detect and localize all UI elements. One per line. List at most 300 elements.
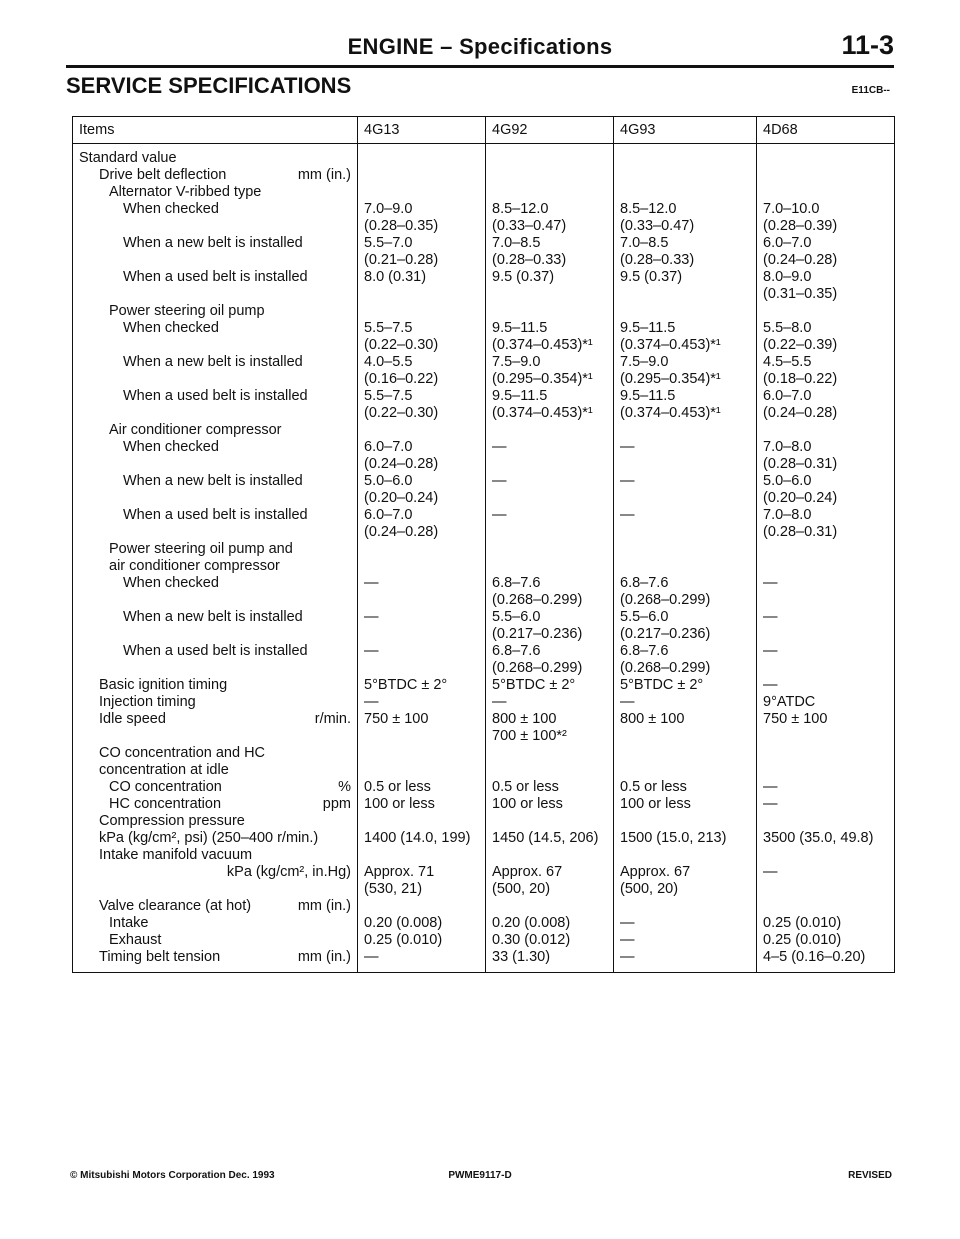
value-cell-4g92 [486, 541, 614, 558]
value-cell-4g92: 5°BTDC ± 2° [486, 677, 614, 694]
item-unit: kPa (kg/cm², in.Hg) [226, 864, 351, 880]
item-label: When checked [123, 201, 219, 217]
item-cell [73, 473, 358, 490]
item-cell [73, 694, 358, 711]
value-cell-4g93: 9.5 (0.37) [614, 269, 757, 286]
value-cell-4d68: 6.0–7.0 [763, 235, 812, 251]
value-cell-4g92 [486, 144, 614, 168]
item-label: Injection timing [99, 694, 196, 710]
value-cell-4d68: (0.31–0.35) [763, 286, 838, 302]
item-cell [73, 422, 358, 439]
value-cell-4g93: — [614, 932, 757, 949]
table-row [73, 473, 895, 490]
value-cell-4g92: 800 ± 100 [486, 711, 614, 728]
table-row [73, 167, 895, 184]
value-cell-4d68 [757, 167, 895, 184]
value-cell-4g93: (0.28–0.33) [614, 252, 757, 269]
item-label: air conditioner compressor [109, 558, 280, 574]
column-header-4d68: 4D68 [757, 117, 895, 144]
value-cell-4g93 [614, 144, 757, 168]
table-row [73, 830, 895, 847]
value-cell-4g13: 0.20 (0.008) [358, 915, 486, 932]
table-row [73, 677, 895, 694]
value-cell-4d68 [757, 626, 895, 643]
value-cell-4g92: 9.5–11.5 [486, 388, 614, 405]
value-cell-4g92 [486, 286, 614, 303]
item-cell [73, 144, 358, 168]
value-cell-4d68 [757, 558, 895, 575]
value-cell-4g92: 7.5–9.0 [486, 354, 614, 371]
section-title: SERVICE SPECIFICATIONS [66, 73, 352, 98]
table-row [73, 269, 895, 286]
table-row [73, 932, 895, 949]
item-cell [73, 728, 358, 745]
value-cell-4g92: (0.374–0.453)*¹ [486, 405, 614, 422]
item-cell [73, 813, 358, 830]
value-cell-4g92: — [486, 507, 614, 524]
item-cell [73, 218, 358, 235]
value-cell-4g13: 1400 (14.0, 199) [358, 830, 486, 847]
value-cell-4g93: 0.5 or less [614, 779, 757, 796]
value-cell-4g92: 100 or less [486, 796, 614, 813]
item-label: Timing belt tension [99, 949, 221, 965]
value-cell-4g93 [614, 422, 757, 439]
table-row [73, 235, 895, 252]
value-cell-4g92: 0.30 (0.012) [486, 932, 614, 949]
item-cell [73, 626, 358, 643]
table-row [73, 694, 895, 711]
table-row [73, 643, 895, 660]
value-cell-4g93: — [614, 949, 757, 973]
value-cell-4g93: (500, 20) [614, 881, 757, 898]
value-cell-4d68: (0.28–0.39) [763, 218, 838, 234]
value-cell-4g13: — [358, 575, 486, 592]
table-row [73, 558, 895, 575]
value-cell-4g13 [358, 813, 486, 830]
value-cell-4g93: (0.268–0.299) [614, 660, 757, 677]
value-cell-4g93: 7.5–9.0 [614, 354, 757, 371]
value-cell-4g13: — [358, 643, 486, 660]
value-cell-4g92 [486, 422, 614, 439]
value-cell-4g92 [486, 847, 614, 864]
value-cell-4g93: (0.374–0.453)*¹ [614, 337, 757, 354]
value-cell-4g93 [614, 847, 757, 864]
value-cell-4g93: 6.8–7.6 [614, 575, 757, 592]
value-cell-4g13 [358, 144, 486, 168]
footer-revised-label: REVISED [848, 1170, 892, 1181]
item-label: When checked [123, 439, 219, 455]
value-cell-4d68: 7.0–8.0 [763, 439, 812, 455]
table-row [73, 507, 895, 524]
section-code: E11CB-- [851, 85, 890, 96]
item-cell [73, 167, 358, 184]
value-cell-4g92: 1450 (14.5, 206) [486, 830, 614, 847]
item-cell [73, 711, 358, 728]
item-cell [73, 915, 358, 932]
value-cell-4g13 [358, 184, 486, 201]
footer-copyright: © Mitsubishi Motors Corporation Dec. 1993 [70, 1170, 275, 1181]
value-cell-4d68: — [763, 864, 778, 880]
item-cell [73, 677, 358, 694]
item-cell [73, 558, 358, 575]
value-cell-4d68 [757, 422, 895, 439]
value-cell-4d68: 5.0–6.0 [763, 473, 812, 489]
table-row [73, 388, 895, 405]
value-cell-4g13: 6.0–7.0 [358, 439, 486, 456]
item-label: When a used belt is installed [123, 388, 308, 404]
table-row [73, 847, 895, 864]
item-cell [73, 303, 358, 320]
item-label: Idle speed [99, 711, 166, 727]
item-cell [73, 541, 358, 558]
value-cell-4g13: 100 or less [358, 796, 486, 813]
value-cell-4d68 [757, 847, 895, 864]
page-header-title: ENGINE – Specifications [347, 34, 613, 59]
value-cell-4g92 [486, 456, 614, 473]
value-cell-4g93 [614, 456, 757, 473]
table-row [73, 371, 895, 388]
value-cell-4g92: (0.374–0.453)*¹ [486, 337, 614, 354]
value-cell-4d68: — [763, 643, 778, 659]
value-cell-4g13: (0.22–0.30) [358, 337, 486, 354]
table-row [73, 745, 895, 762]
value-cell-4g93: 5.5–6.0 [614, 609, 757, 626]
value-cell-4d68: 9°ATDC [763, 694, 816, 710]
value-cell-4g13 [358, 167, 486, 184]
item-cell [73, 456, 358, 473]
value-cell-4g93 [614, 303, 757, 320]
value-cell-4g93 [614, 813, 757, 830]
value-cell-4d68 [757, 592, 895, 609]
item-label: concentration at idle [99, 762, 229, 778]
value-cell-4g13 [358, 660, 486, 677]
value-cell-4d68: — [763, 609, 778, 625]
table-row [73, 626, 895, 643]
table-row [73, 320, 895, 337]
item-unit: r/min. [314, 711, 351, 727]
value-cell-4d68: 7.0–10.0 [763, 201, 820, 217]
value-cell-4d68: (0.18–0.22) [763, 371, 838, 387]
value-cell-4g93: 5°BTDC ± 2° [614, 677, 757, 694]
value-cell-4d68: — [763, 575, 778, 591]
value-cell-4g93: — [614, 473, 757, 490]
item-cell [73, 864, 358, 881]
item-label: Power steering oil pump and [109, 541, 293, 557]
item-cell [73, 949, 358, 973]
item-cell [73, 490, 358, 507]
value-cell-4g92 [486, 898, 614, 915]
item-cell [73, 235, 358, 252]
value-cell-4d68 [757, 660, 895, 677]
item-cell [73, 898, 358, 915]
value-cell-4g93: Approx. 67 [614, 864, 757, 881]
item-cell [73, 847, 358, 864]
value-cell-4d68 [757, 762, 895, 779]
item-cell [73, 320, 358, 337]
value-cell-4g13: (530, 21) [358, 881, 486, 898]
value-cell-4g92: Approx. 67 [486, 864, 614, 881]
value-cell-4g92 [486, 490, 614, 507]
value-cell-4g93 [614, 762, 757, 779]
value-cell-4d68: — [763, 779, 778, 795]
item-label: When a used belt is installed [123, 507, 308, 523]
value-cell-4g92: 9.5–11.5 [486, 320, 614, 337]
value-cell-4g92: — [486, 439, 614, 456]
item-label: Intake [109, 915, 149, 931]
value-cell-4d68: — [763, 796, 778, 812]
table-row [73, 286, 895, 303]
value-cell-4g13: (0.28–0.35) [358, 218, 486, 235]
value-cell-4g92: 5.5–6.0 [486, 609, 614, 626]
table-row [73, 592, 895, 609]
value-cell-4g93: 8.5–12.0 [614, 201, 757, 218]
value-cell-4g13 [358, 728, 486, 745]
item-label: HC concentration [109, 796, 222, 812]
item-cell [73, 337, 358, 354]
item-cell [73, 439, 358, 456]
footer-document-code: PWME9117-D [448, 1170, 512, 1181]
value-cell-4g13: (0.22–0.30) [358, 405, 486, 422]
table-row [73, 711, 895, 728]
table-row [73, 779, 895, 796]
value-cell-4g13: 5°BTDC ± 2° [358, 677, 486, 694]
value-cell-4g92 [486, 558, 614, 575]
value-cell-4d68: 5.5–8.0 [763, 320, 812, 336]
header-rule [66, 65, 894, 68]
item-cell [73, 745, 358, 762]
item-label: When checked [123, 320, 219, 336]
item-cell [73, 405, 358, 422]
value-cell-4d68: (0.24–0.28) [763, 405, 838, 421]
value-cell-4g93 [614, 745, 757, 762]
table-body [73, 144, 895, 973]
value-cell-4g92: — [486, 694, 614, 711]
value-cell-4g93: — [614, 439, 757, 456]
item-label: When a used belt is installed [123, 269, 308, 285]
value-cell-4g92: (0.33–0.47) [486, 218, 614, 235]
table-row [73, 218, 895, 235]
table-row [73, 796, 895, 813]
value-cell-4g13 [358, 626, 486, 643]
value-cell-4d68: 0.25 (0.010) [763, 915, 842, 931]
value-cell-4g93 [614, 167, 757, 184]
value-cell-4g93: — [614, 694, 757, 711]
value-cell-4g92: 0.5 or less [486, 779, 614, 796]
table-row [73, 575, 895, 592]
item-cell [73, 269, 358, 286]
value-cell-4g92 [486, 745, 614, 762]
item-cell [73, 762, 358, 779]
table-row [73, 144, 895, 168]
value-cell-4g93: — [614, 915, 757, 932]
value-cell-4g13 [358, 592, 486, 609]
item-cell [73, 779, 358, 796]
item-cell [73, 371, 358, 388]
value-cell-4g13: 5.5–7.5 [358, 320, 486, 337]
value-cell-4g92 [486, 762, 614, 779]
column-header-4g93: 4G93 [614, 117, 757, 144]
value-cell-4g13 [358, 898, 486, 915]
value-cell-4d68 [757, 184, 895, 201]
value-cell-4d68 [757, 541, 895, 558]
table-row [73, 422, 895, 439]
value-cell-4g92: 6.8–7.6 [486, 643, 614, 660]
item-unit: mm (in.) [297, 167, 351, 183]
value-cell-4g92: (500, 20) [486, 881, 614, 898]
value-cell-4d68: 4.5–5.5 [763, 354, 812, 370]
item-cell [73, 507, 358, 524]
item-unit: % [338, 779, 351, 795]
value-cell-4g93: 7.0–8.5 [614, 235, 757, 252]
value-cell-4g13: Approx. 71 [358, 864, 486, 881]
item-label: When a new belt is installed [123, 354, 303, 370]
item-cell [73, 201, 358, 218]
item-cell [73, 524, 358, 541]
table-row [73, 881, 895, 898]
item-label: Valve clearance (at hot) [99, 898, 252, 914]
value-cell-4g13: 6.0–7.0 [358, 507, 486, 524]
value-cell-4d68: 750 ± 100 [763, 711, 828, 727]
value-cell-4g93 [614, 286, 757, 303]
table-row [73, 609, 895, 626]
item-cell [73, 609, 358, 626]
item-label: Air conditioner compressor [109, 422, 282, 438]
column-header-4g13: 4G13 [358, 117, 486, 144]
value-cell-4d68 [757, 745, 895, 762]
value-cell-4g13 [358, 745, 486, 762]
value-cell-4g13 [358, 847, 486, 864]
table-row [73, 252, 895, 269]
value-cell-4g92: 9.5 (0.37) [486, 269, 614, 286]
value-cell-4g13: 4.0–5.5 [358, 354, 486, 371]
table-header-row [73, 117, 895, 144]
item-cell [73, 354, 358, 371]
value-cell-4g13: (0.16–0.22) [358, 371, 486, 388]
value-cell-4g93: 6.8–7.6 [614, 643, 757, 660]
item-label: Compression pressure [99, 813, 245, 829]
table-row [73, 439, 895, 456]
value-cell-4g13 [358, 286, 486, 303]
item-label: CO concentration and HC [99, 745, 266, 761]
value-cell-4g13: — [358, 949, 486, 973]
value-cell-4g13 [358, 762, 486, 779]
table-row [73, 490, 895, 507]
value-cell-4d68 [757, 144, 895, 168]
table-row [73, 949, 895, 973]
value-cell-4g13: 5.5–7.5 [358, 388, 486, 405]
specifications-table [72, 116, 895, 973]
value-cell-4g13 [358, 558, 486, 575]
value-cell-4g93: 800 ± 100 [614, 711, 757, 728]
value-cell-4g93 [614, 728, 757, 745]
item-unit: mm (in.) [297, 949, 351, 965]
value-cell-4d68: (0.28–0.31) [763, 456, 838, 472]
item-cell [73, 252, 358, 269]
value-cell-4g92: 8.5–12.0 [486, 201, 614, 218]
value-cell-4g13: 5.0–6.0 [358, 473, 486, 490]
value-cell-4g92: (0.268–0.299) [486, 660, 614, 677]
value-cell-4d68 [757, 881, 895, 898]
value-cell-4g92: 33 (1.30) [486, 949, 614, 973]
table-row [73, 405, 895, 422]
value-cell-4g92: 0.20 (0.008) [486, 915, 614, 932]
table-row [73, 201, 895, 218]
page-number: 11-3 [841, 30, 894, 60]
value-cell-4g13: 750 ± 100 [358, 711, 486, 728]
value-cell-4g92 [486, 184, 614, 201]
value-cell-4d68 [757, 813, 895, 830]
value-cell-4g93: 100 or less [614, 796, 757, 813]
table-row [73, 762, 895, 779]
item-cell [73, 643, 358, 660]
value-cell-4g13: 8.0 (0.31) [358, 269, 486, 286]
value-cell-4d68 [757, 303, 895, 320]
value-cell-4g92: (0.295–0.354)*¹ [486, 371, 614, 388]
item-label: Intake manifold vacuum [99, 847, 253, 863]
value-cell-4g13: (0.20–0.24) [358, 490, 486, 507]
column-header-items: Items [73, 117, 358, 144]
value-cell-4g13: 0.25 (0.010) [358, 932, 486, 949]
value-cell-4g93 [614, 898, 757, 915]
item-label: kPa (kg/cm², psi) (250–400 r/min.) [99, 830, 319, 846]
value-cell-4d68: 7.0–8.0 [763, 507, 812, 523]
item-cell [73, 575, 358, 592]
item-cell [73, 388, 358, 405]
item-label: When checked [123, 575, 219, 591]
value-cell-4g93: 9.5–11.5 [614, 388, 757, 405]
item-label: When a new belt is installed [123, 609, 303, 625]
value-cell-4g93: (0.295–0.354)*¹ [614, 371, 757, 388]
value-cell-4g13: 0.5 or less [358, 779, 486, 796]
column-header-4g92: 4G92 [486, 117, 614, 144]
table-row [73, 898, 895, 915]
value-cell-4d68: 3500 (35.0, 49.8) [763, 830, 874, 846]
value-cell-4g93: (0.33–0.47) [614, 218, 757, 235]
item-label: Basic ignition timing [99, 677, 228, 693]
value-cell-4g93 [614, 541, 757, 558]
value-cell-4g93: 1500 (15.0, 213) [614, 830, 757, 847]
value-cell-4d68 [757, 898, 895, 915]
item-cell [73, 881, 358, 898]
item-cell [73, 660, 358, 677]
table-row [73, 524, 895, 541]
value-cell-4g93 [614, 524, 757, 541]
value-cell-4g92: 700 ± 100*² [486, 728, 614, 745]
table-row [73, 184, 895, 201]
value-cell-4g92: (0.28–0.33) [486, 252, 614, 269]
value-cell-4g92 [486, 167, 614, 184]
value-cell-4d68: 0.25 (0.010) [763, 932, 842, 948]
table-row [73, 915, 895, 932]
value-cell-4g93: (0.268–0.299) [614, 592, 757, 609]
value-cell-4g93 [614, 558, 757, 575]
table-row [73, 303, 895, 320]
value-cell-4g92: (0.217–0.236) [486, 626, 614, 643]
item-label: Drive belt deflection [99, 167, 227, 183]
item-cell [73, 932, 358, 949]
item-label: Power steering oil pump [109, 303, 265, 319]
item-cell [73, 286, 358, 303]
table-row [73, 456, 895, 473]
value-cell-4g92 [486, 813, 614, 830]
value-cell-4g92 [486, 524, 614, 541]
value-cell-4d68: — [763, 677, 778, 693]
value-cell-4d68: (0.24–0.28) [763, 252, 838, 268]
value-cell-4g93: (0.374–0.453)*¹ [614, 405, 757, 422]
value-cell-4d68: (0.20–0.24) [763, 490, 838, 506]
value-cell-4d68: (0.22–0.39) [763, 337, 838, 353]
item-unit: mm (in.) [297, 898, 351, 914]
